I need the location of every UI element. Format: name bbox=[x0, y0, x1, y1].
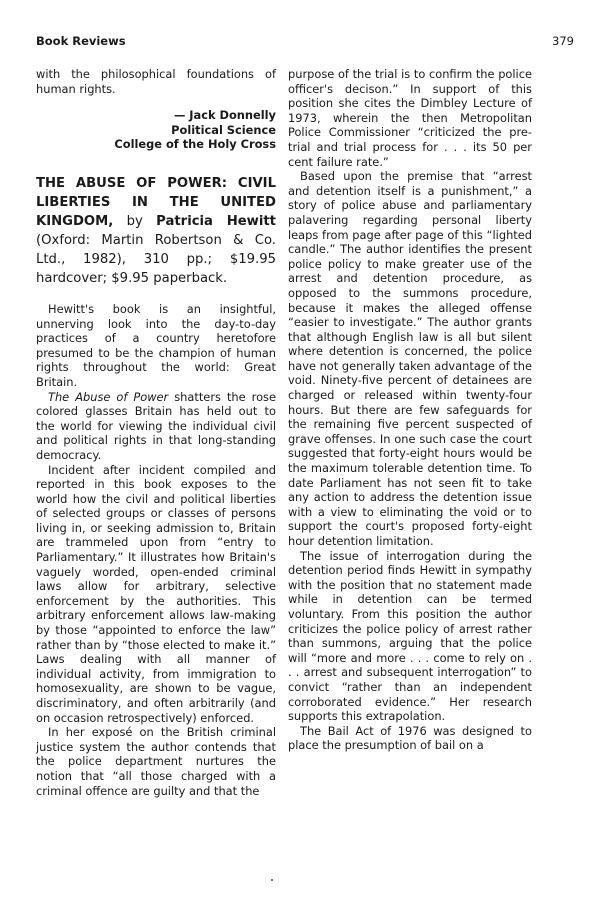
reviewer-institution: College of the Holy Cross bbox=[114, 137, 276, 152]
book-details: (Oxford: Martin Robertson & Co. Ltd., 1982), 310 pp.; $19.95 hardcover; $9.95 paperback. bbox=[36, 232, 276, 286]
paragraph: The Bail Act of 1976 was designed to place the presumption of bail on a bbox=[288, 723, 532, 753]
paragraph: The issue of interrogation during the detention period finds Hewitt in sympathy with the position that no statement made while in detention can be termed voluntary. From this position the author criticizes the police policy of arrest rather than summons, arguing that the police will “more and more . . . come to rely on . . . arrest and subsequent interrogation” to convict “rather than an independent corroborated evidence.” Her research supports this extrapolation. bbox=[288, 548, 532, 724]
book-title: THE ABUSE OF POWER: CIVIL LIBERTIES IN THE UNITED KINGDOM, bbox=[36, 175, 276, 229]
page-number: 379 bbox=[552, 34, 574, 48]
previous-review-ending: with the philosophical foundations of human rights. bbox=[36, 67, 276, 96]
paragraph: Incident after incident compiled and reported in this book exposes to the world how the civil and political liberties of selected groups or classes of persons living in, or seeking admission to, Britain are trammeled upon from “entry to Parliamentary.” It illustrates how Britain's vaguely worded, open-ended criminal laws allow for arbitrary, selective enforcement by the authorities. This arbitrary enforcement allows law-making by those “appointed to enforce the law” rather than by “those elected to make it.” Laws dealing with all manner of individual activity, from immigration to homosexuality, are shown to be vague, discriminatory, and often arbitrarily (and on occasion retrospectively) enforced. bbox=[36, 462, 276, 725]
paragraph: Based upon the premise that “arrest and detention itself is a punishment,” a story of police abuse and parliamentary palavering regarding personal liberty leaps from page after page of this “lighted candle.” The author identifies the present police policy to make greater use of the arrest and detention procedure, as opposed to the summons procedure, because it makes the alleged offense “easier to investigate.” The author grants that although English law is all but silent where detention is concerned, the police have not generally taken advantage of the void. Ninety-five percent of detainees are charged or released within twenty-four hours. But there are few safeguards for the remaining five percent suspected of grave offenses. In one such case the court suggested that forty-eight hours would be the maximum tolerable detention time. To date Parliament has not seen fit to take any action to address the detention issue with a view to eliminating the void or to support the court's proposed forty-eight hour detention limitation. bbox=[288, 169, 532, 548]
left-column bbox=[36, 67, 276, 798]
paragraph: The Abuse of Power shatters the rose colored glasses Britain has held out to the world for viewing the individual civil and political rights in that long-standing democracy. bbox=[36, 389, 276, 462]
page-mark bbox=[271, 879, 273, 881]
book-by: by bbox=[113, 213, 157, 229]
paragraph: purpose of the trial is to confirm the police officer's decison.” In support of this position she cites the Dimbley Lecture of 1973, wherein the then Metropolitan Police Commissioner “criticized the pre-trial and trial process for . . . its 50 per cent failure rate.” bbox=[288, 67, 532, 169]
book-citation bbox=[36, 174, 276, 288]
running-title: Book Reviews bbox=[36, 34, 126, 48]
right-column bbox=[288, 67, 532, 753]
paragraph: In her exposé on the British criminal justice system the author contends that the police department nurtures the notion that “all those charged with a criminal offence are guilty and that the bbox=[36, 725, 276, 798]
book-author: Patricia Hewitt bbox=[156, 213, 276, 229]
paragraph: Hewitt's book is an insightful, unnerving look into the day-to-day practices of a country heretofore presumed to be the champion of human rights throughout the world: Great Britain. bbox=[36, 301, 276, 389]
reviewer-department: Political Science bbox=[171, 122, 276, 137]
reviewer-signature bbox=[36, 108, 276, 152]
reviewer-name: — Jack Donnelly bbox=[173, 108, 276, 123]
italic-book-title: The Abuse of Power bbox=[48, 389, 169, 404]
page-header bbox=[36, 34, 574, 52]
